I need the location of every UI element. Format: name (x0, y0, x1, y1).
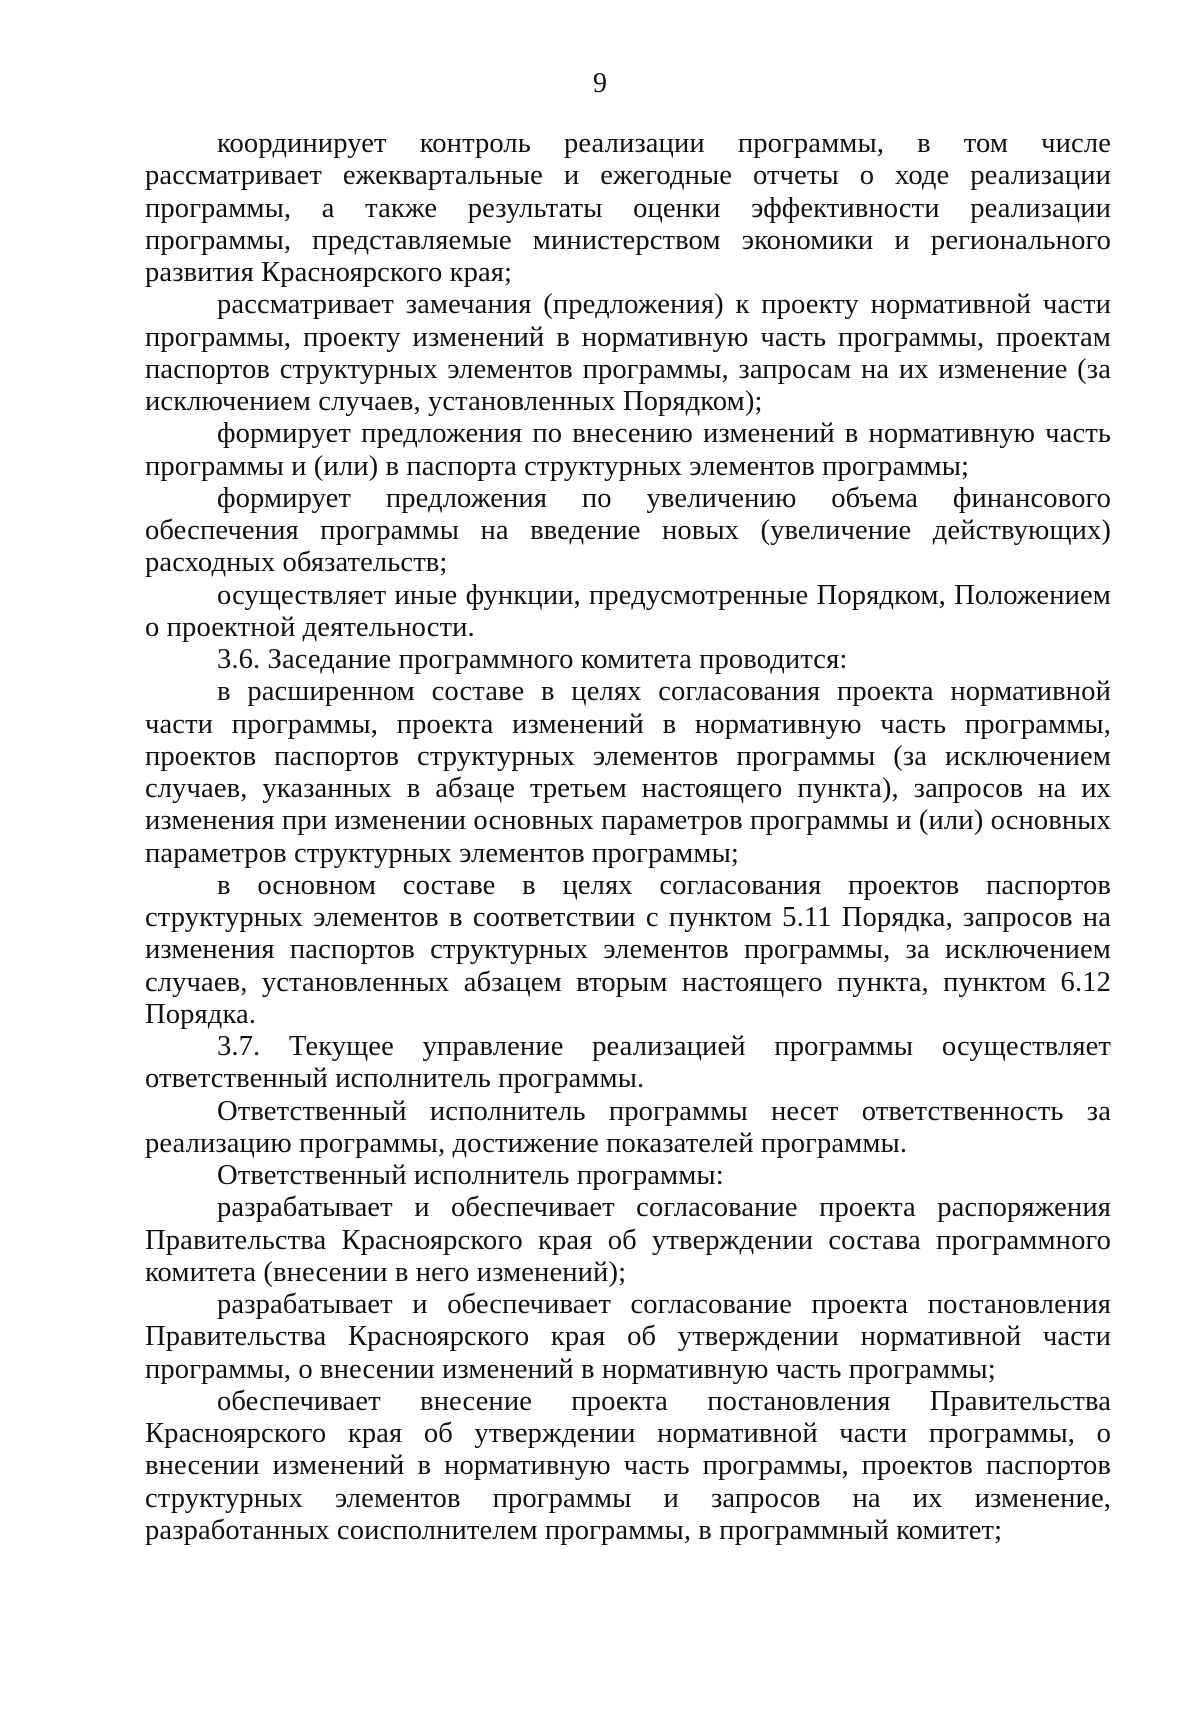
paragraph-responsibility: Ответственный исполнитель программы несет ответственность за реализацию программы, достижение показателей программы. (145, 1095, 1111, 1159)
paragraph-clause-3-6: 3.6. Заседание программного комитета проводится: (217, 644, 848, 675)
paragraph-forms-funding-proposals: формирует предложения по увеличению объема финансового обеспечения программы на введение новых (увеличение действующих) расходных обязательств; (145, 482, 1111, 579)
paragraph-main-composition: в основном составе в целях согласования проектов паспортов структурных элементов в соответствии с пунктом 5.11 Порядка, запросов на изменения паспортов структурных элементов программы, за исключением случаев, установленных абзацем вторым настоящего пункта, пунктом 6.12 Порядка. (145, 869, 1111, 1030)
paragraph-other-functions: осуществляет иные функции, предусмотренные Порядком, Положением о проектной деятельности. (145, 579, 1111, 643)
paragraph-ensures-submission: обеспечивает внесение проекта постановления Правительства Красноярского края об утверждении нормативной части программы, о внесении изменений в нормативную часть программы, проектов паспортов структурных элементов программы и запросов на их изменение, разработанных соисполнителем программы, в программный комитет; (145, 1385, 1111, 1546)
paragraph-develops-resolution: разрабатывает и обеспечивает согласование проекта постановления Правительства Красноярского края об утверждении нормативной части программы, о внесении изменений в нормативную часть программы; (145, 1289, 1111, 1385)
paragraph-extended-composition: в расширенном составе в целях согласования проекта нормативной части программы, проекта изменений в нормативную часть программы, проектов паспортов структурных элементов программы (за исключением случаев, указанных в абзаце третьем настоящего пункта), запросов на их изменения при изменении основных параметров программы и (или) основных параметров структурных элементов программы; (145, 676, 1111, 869)
document-body (145, 128, 1111, 1547)
paragraph-clause-3-7: 3.7. Текущее управление реализацией программы осуществляет ответственный исполнитель программы. (145, 1031, 1111, 1095)
paragraph-develops-order: разрабатывает и обеспечивает согласование проекта распоряжения Правительства Красноярского края об утверждении состава программного комитета (внесении в него изменений); (145, 1192, 1111, 1288)
paragraph-forms-proposals: формирует предложения по внесению изменений в нормативную часть программы и (или) в паспорта структурных элементов программы; (145, 418, 1111, 482)
paragraph-responsible-executor: Ответственный исполнитель программы: (217, 1160, 724, 1191)
paragraph-coordinates-control: координирует контроль реализации программы, в том числе рассматривает ежеквартальные и ежегодные отчеты о ходе реализации программы, а также результаты оценки эффективности реализации программы, представляемые министерством экономики и регионального развития Красноярского края; (145, 128, 1111, 288)
page-number: 9 (593, 68, 607, 99)
paragraph-reviews-comments: рассматривает замечания (предложения) к проекту нормативной части программы, проекту изменений в нормативную часть программы, проектам паспортов структурных элементов программы, запросам на их изменение (за исключением случаев, установленных Порядком); (145, 289, 1111, 417)
